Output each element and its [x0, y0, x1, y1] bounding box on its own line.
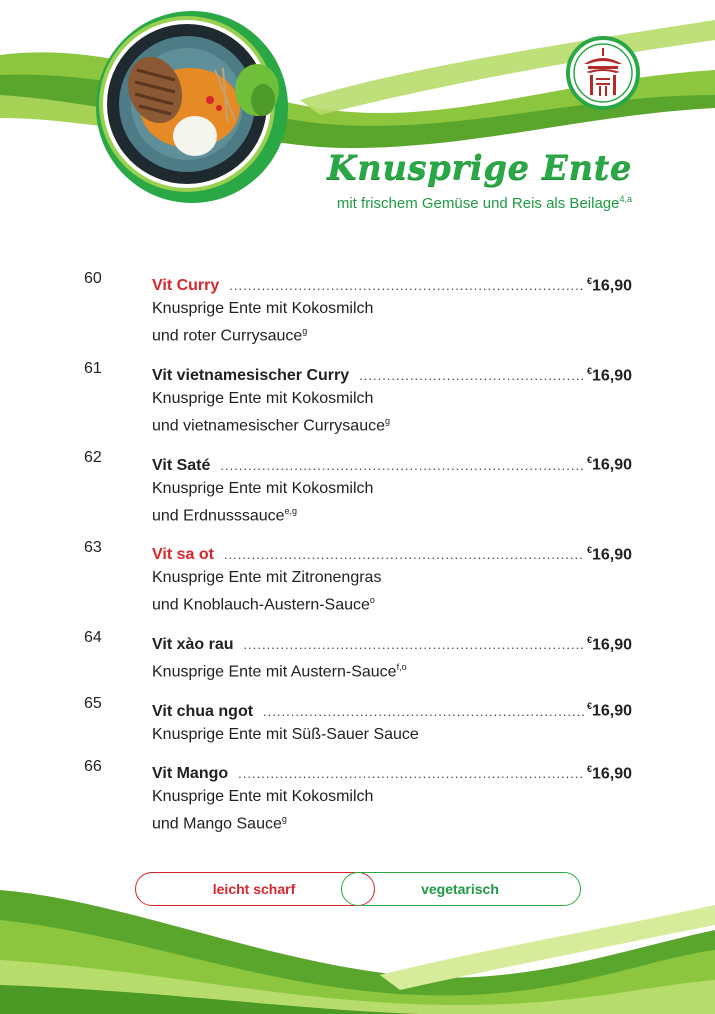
currency-symbol: €	[586, 455, 592, 466]
allergen-note: g	[302, 326, 308, 337]
item-price	[587, 270, 632, 297]
price-value: 16,90	[591, 456, 632, 474]
pagoda-logo-icon	[566, 36, 640, 110]
item-description: Knusprige Ente mit Kokosmilch	[152, 479, 374, 497]
item-number: 64	[84, 628, 102, 646]
item-number: 60	[84, 270, 102, 287]
menu-list	[84, 270, 632, 847]
dot-leader	[359, 364, 584, 387]
menu-item	[84, 629, 632, 684]
dot-leader	[238, 762, 584, 785]
item-price	[587, 758, 632, 785]
item-name: Vit Saté	[152, 456, 211, 474]
dot-leader	[224, 543, 584, 566]
price-value: 16,90	[591, 277, 632, 295]
currency-symbol: €	[586, 634, 592, 645]
dot-leader	[263, 700, 584, 723]
item-description: Knusprige Ente mit Kokosmilch	[152, 300, 374, 318]
menu-item	[84, 270, 632, 348]
item-name: Vit sa ot	[152, 546, 214, 564]
dot-leader	[220, 454, 584, 477]
item-description: Knusprige Ente mit Süß-Sauer Sauce	[152, 725, 419, 743]
dot-leader	[244, 633, 584, 656]
item-description: und vietnamesischer Currysauce$^g$	[152, 415, 391, 435]
item-name: Vit xào rau	[152, 635, 234, 653]
menu-item	[84, 360, 632, 438]
legend-veg-label: vegetarisch	[421, 881, 499, 897]
item-number: 63	[84, 538, 102, 556]
price-value: 16,90	[591, 702, 632, 720]
item-description: Knusprige Ente mit Austern-Sauce$^{f,o}$	[152, 661, 407, 681]
legend	[135, 872, 581, 906]
item-name: Vit vietnamesischer Curry	[152, 366, 350, 384]
currency-symbol: €	[586, 763, 592, 774]
price-value: 16,90	[591, 366, 632, 384]
item-price	[587, 360, 632, 387]
item-name: Vit Mango	[152, 764, 229, 782]
item-number: 66	[84, 757, 102, 775]
menu-item	[84, 539, 632, 617]
item-description: Knusprige Ente mit Kokosmilch	[152, 389, 374, 407]
currency-symbol: €	[586, 701, 592, 712]
item-name: Vit Curry	[152, 277, 220, 295]
item-name: Vit chua ngot	[152, 702, 254, 720]
item-number: 65	[84, 695, 102, 713]
item-description: und Knoblauch-Austern-Sauce$^o$	[152, 595, 375, 614]
allergen-note: g	[385, 415, 391, 426]
duck-dish-image	[95, 10, 290, 205]
item-description: und Mango Sauce$^g$	[152, 813, 287, 833]
item-number: 62	[84, 449, 102, 467]
item-number: 61	[84, 359, 102, 377]
dot-leader	[229, 274, 584, 297]
allergen-note: o	[369, 595, 375, 606]
price-value: 16,90	[591, 764, 632, 782]
page-subtitle: mit frischem Gemüse und Reis als Beilage$^{4,a}$	[336, 194, 632, 212]
allergen-note: e,g	[284, 505, 298, 516]
item-price	[587, 629, 632, 656]
item-description: Knusprige Ente mit Zitronengras	[152, 569, 382, 587]
item-price	[587, 695, 632, 722]
price-value: 16,90	[591, 546, 632, 564]
item-description: Knusprige Ente mit Kokosmilch	[152, 787, 374, 805]
menu-item	[84, 758, 632, 836]
currency-symbol: €	[586, 276, 592, 286]
menu-item	[84, 695, 632, 745]
item-price	[587, 539, 632, 566]
allergen-note: f,o	[396, 661, 407, 672]
item-description: und Erdnusssauce$^{e,g}$	[152, 505, 298, 524]
item-price	[587, 449, 632, 476]
menu-item	[84, 449, 632, 527]
currency-symbol: €	[586, 544, 592, 555]
legend-hot-label: leicht scharf	[212, 881, 296, 897]
allergen-note: g	[281, 813, 287, 824]
page-title: Knusprige Ente	[327, 148, 632, 188]
price-value: 16,90	[591, 635, 632, 653]
item-description: und roter Currysauce$^g$	[152, 326, 308, 345]
currency-symbol: €	[586, 365, 592, 376]
